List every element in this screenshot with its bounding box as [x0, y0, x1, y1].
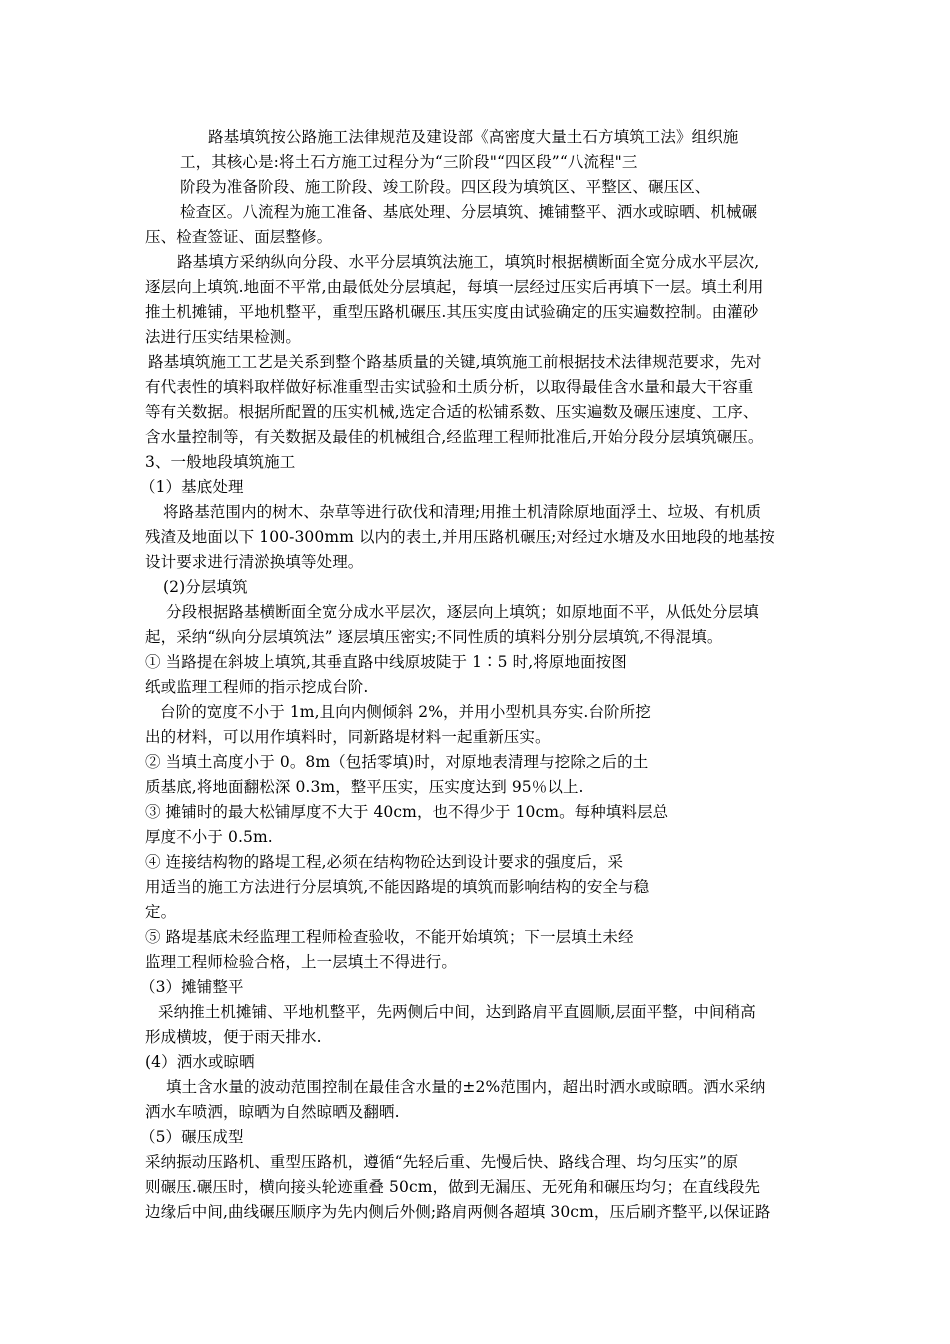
- text-line: 路基填方采纳纵向分段、水平分层填筑法施工，填筑时根据横断面全宽分成水平层次,: [177, 253, 760, 271]
- text-line: 采纳推土机摊铺、平地机整平，先两侧后中间，达到路肩平直圆顺,层面平整，中间稍高: [158, 1003, 756, 1021]
- text-line: 压、检查签证、面层整修。: [145, 228, 333, 246]
- text-line: 定。: [145, 903, 177, 921]
- text-line: 出的材料，可以用作填料时，同新路堤材料一起重新压实。: [145, 728, 551, 746]
- text-line: 逐层向上填筑.地面不平常,由最低处分层填起，每填一层经过压实后再填下一层。填土利用: [145, 278, 764, 296]
- list-item: ① 当路提在斜坡上填筑,其垂直路中线原坡陡于 1∶5 时,将原地面按图: [145, 653, 627, 671]
- text-line: 则碾压.碾压时，横向接头轮迹重叠 50cm，做到无漏压、无死角和碾压均匀；在直线段先: [145, 1178, 761, 1196]
- text-line: 推土机摊铺，平地机整平，重型压路机碾压.其压实度由试验确定的压实遍数控制。由灌砂: [145, 303, 759, 321]
- text-line: 台阶的宽度不小于 1m,且向内侧倾斜 2%，并用小型机具夯实.台阶所挖: [160, 703, 651, 721]
- text-line: 纸或监理工程师的指示挖成台阶.: [145, 678, 369, 696]
- text-line: 洒水车喷洒，晾晒为自然晾晒及翻晒.: [145, 1103, 400, 1121]
- text-line: 起，采纳“纵向分层填筑法” 逐层填压密实;不同性质的填料分别分层填筑,不得混填。: [145, 628, 723, 646]
- section-heading: 3、一般地段填筑施工: [145, 453, 296, 471]
- list-item: ④ 连接结构物的路堤工程,必须在结构物砼达到设计要求的强度后，采: [145, 853, 624, 871]
- text-line: 将路基范围内的树木、杂草等进行砍伐和清理;用推土机清除原地面浮土、垃圾、有机质: [163, 503, 762, 521]
- text-line: 形成横坡，便于雨天排水.: [145, 1028, 322, 1046]
- text-line: 质基底,将地面翻松深 0.3m，整平压实，压实度达到 95％以上.: [145, 778, 584, 796]
- text-line: 用适当的施工方法进行分层填筑,不能因路堤的填筑而影响结构的安全与稳: [145, 878, 650, 896]
- list-item: ② 当填土高度小于 0。8m（包括零填)时，对原地表清理与挖除之后的土: [145, 753, 649, 771]
- text-line: 采纳振动压路机、重型压路机，遵循“先轻后重、先慢后快、路线合理、均匀压实”的原: [145, 1153, 739, 1171]
- text-line: 监理工程师检验合格，上一层填土不得进行。: [145, 953, 458, 971]
- text-line: 分段根据路基横断面全宽分成水平层次，逐层向上填筑；如原地面不平，从低处分层填: [166, 603, 759, 621]
- text-line: 有代表性的填料取样做好标准重型击实试验和土质分析，以取得最佳含水量和最大干容重: [145, 378, 754, 396]
- list-item: ③ 摊铺时的最大松铺厚度不大于 40cm，也不得少于 10cm。每种填料层总: [145, 803, 669, 821]
- subsection-heading: （5）碾压成型: [140, 1128, 244, 1146]
- text-line: 检查区。八流程为施工准备、基底处理、分层填筑、摊铺整平、洒水或晾晒、机械碾: [180, 203, 758, 221]
- text-line: 法进行压实结果检测。: [145, 328, 302, 346]
- text-line: 边缘后中间,曲线碾压顺序为先内侧后外侧;路肩两侧各超填 30cm，压后刷齐整平,以保证路: [145, 1203, 771, 1221]
- subsection-heading: （3）摊铺整平: [140, 978, 244, 996]
- subsection-heading: (4）洒水或晾晒: [145, 1053, 255, 1071]
- list-item: ⑤ 路堤基底未经监理工程师检查验收，不能开始填筑；下一层填土未经: [145, 928, 634, 946]
- subsection-heading: （1）基底处理: [140, 478, 244, 496]
- text-line: 阶段为准备阶段、施工阶段、竣工阶段。四区段为填筑区、平整区、碾压区、: [180, 178, 711, 196]
- text-line: 厚度不小于 0.5m.: [145, 828, 273, 846]
- text-line: 路基填筑按公路施工法律规范及建设部《高密度大量土石方填筑工法》组织施: [208, 128, 739, 146]
- subsection-heading: (2)分层填筑: [163, 578, 248, 596]
- text-line: 工，其核心是:将土石方施工过程分为“三阶段"“四区段”“八流程"三: [180, 153, 638, 171]
- text-line: 等有关数据。根据所配置的压实机械,选定合适的松铺系数、压实遍数及碾压速度、工序、: [145, 403, 759, 421]
- text-line: 残渣及地面以下 100-300mm 以内的表土,并用压路机碾压;对经过水塘及水田地段的地基按: [145, 528, 775, 546]
- text-line: 路基填筑施工工艺是关系到整个路基质量的关键,填筑施工前根据技术法律规范要求，先对: [148, 353, 762, 371]
- text-line: 设计要求进行清淤换填等处理。: [145, 553, 364, 571]
- text-line: 填土含水量的波动范围控制在最佳含水量的±2%范围内，超出时洒水或晾晒。洒水采纳: [166, 1078, 766, 1096]
- text-line: 含水量控制等，有关数据及最佳的机械组合,经监理工程师批准后,开始分段分层填筑碾压。: [145, 428, 764, 446]
